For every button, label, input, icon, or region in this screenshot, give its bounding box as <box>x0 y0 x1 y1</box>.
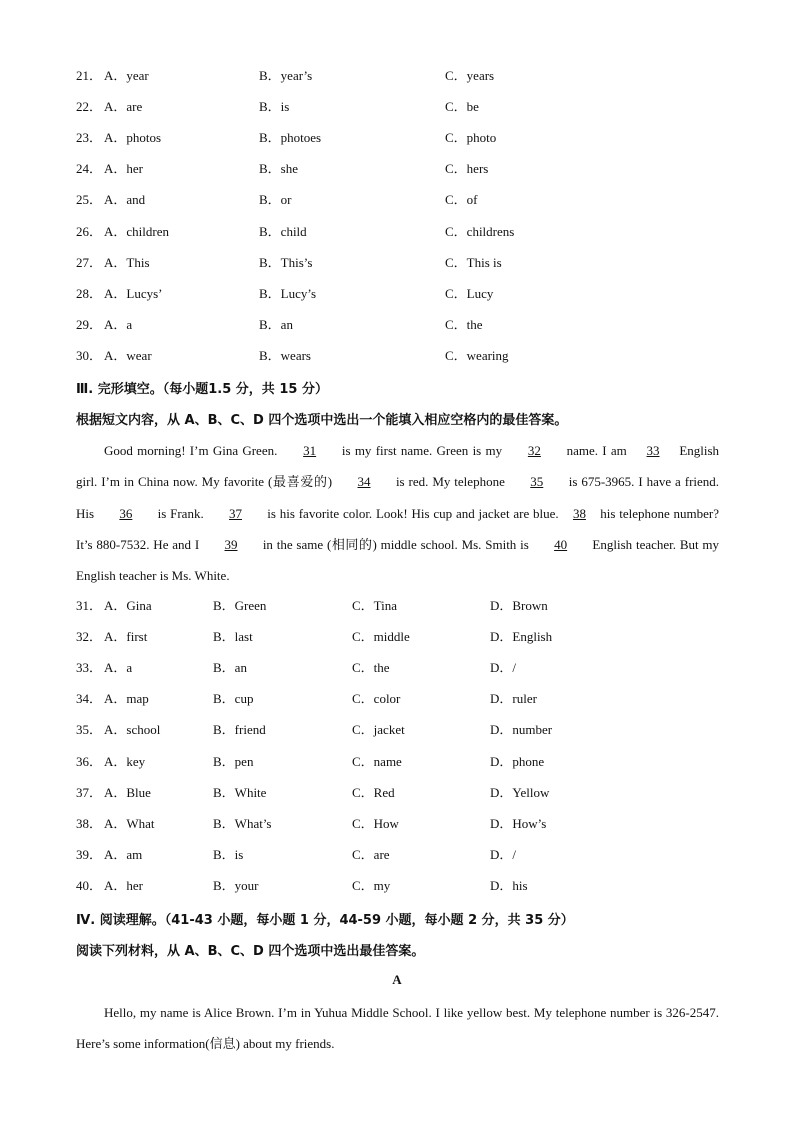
option-b[interactable]: B．Lucy’s <box>259 285 317 301</box>
option-b[interactable]: B．pen <box>213 753 254 769</box>
option-a[interactable]: A．wear <box>104 347 152 363</box>
passage-text: Good morning! I’m Gina Green. <box>104 443 278 458</box>
option-d[interactable]: D．English <box>490 629 553 645</box>
option-b[interactable]: B．This’s <box>259 254 313 270</box>
question-row <box>76 658 736 678</box>
option-c[interactable]: C．photo <box>445 130 497 146</box>
option-a[interactable]: A．year <box>104 68 149 83</box>
reading-passage-a <box>76 997 719 1060</box>
passage-text: name. I am <box>566 443 627 458</box>
option-a[interactable]: A．children <box>104 223 169 239</box>
blank-38: 38 <box>572 505 586 521</box>
option-b[interactable]: B．an <box>213 660 247 676</box>
blank-31: 31 <box>303 443 317 458</box>
question-number: 29． <box>76 316 103 332</box>
option-d[interactable]: D．his <box>490 877 528 893</box>
question-number: 32． <box>76 629 103 645</box>
question-number: 25． <box>76 192 103 208</box>
option-c[interactable]: C．childrens <box>445 223 515 239</box>
question-row <box>76 97 736 117</box>
question-row <box>76 627 736 647</box>
option-c[interactable]: C．the <box>352 660 390 676</box>
option-c[interactable]: C．Tina <box>352 598 398 613</box>
option-b[interactable]: B．an <box>259 316 293 332</box>
passage-text: English girl. I’m in China now. My favorite (最喜爱的) <box>76 443 720 490</box>
passage-label: A <box>392 972 402 987</box>
option-b[interactable]: B．your <box>213 877 259 893</box>
question-number: 31． <box>76 598 103 613</box>
option-a[interactable]: A．This <box>104 254 150 270</box>
question-row <box>76 346 736 366</box>
option-d[interactable]: D．phone <box>490 753 545 769</box>
option-a[interactable]: A．Blue <box>104 784 151 800</box>
question-number: 38． <box>76 815 103 831</box>
option-c[interactable]: C．wearing <box>445 347 509 363</box>
section-4-title: Ⅳ. 阅读理解。（41-43 小题，每小题 1 分，44-59 小题，每小题 2 分，共 35 分） <box>76 913 574 928</box>
option-c[interactable]: C．Lucy <box>445 285 494 301</box>
question-row <box>76 190 736 210</box>
option-a[interactable]: A．key <box>104 753 146 769</box>
question-row <box>76 222 736 242</box>
question-row <box>76 689 736 709</box>
option-c[interactable]: C．jacket <box>352 722 405 738</box>
blank-34: 34 <box>357 474 371 490</box>
question-number: 34． <box>76 691 103 707</box>
question-row <box>76 845 736 865</box>
section-4-instruction: 阅读下列材料，从 A、B、C、D 四个选项中选出最佳答案。 <box>76 944 425 959</box>
blank-33: 33 <box>646 443 660 458</box>
option-c[interactable]: C．middle <box>352 629 410 645</box>
option-a[interactable]: A．a <box>104 316 133 332</box>
question-number: 26． <box>76 223 103 239</box>
passage-text: is Frank. <box>157 505 204 521</box>
option-b[interactable]: B．What’s <box>213 815 272 831</box>
option-a[interactable]: A．her <box>104 877 143 893</box>
blank-37: 37 <box>229 505 242 521</box>
question-row <box>76 596 736 616</box>
option-a[interactable]: A．What <box>104 815 155 831</box>
question-number: 23． <box>76 130 103 146</box>
option-c[interactable]: C．years <box>445 68 495 83</box>
passage-text: English teacher. But my English teacher is Ms. White. <box>76 536 720 584</box>
blank-35: 35 <box>530 474 544 490</box>
question-number: 39． <box>76 846 103 862</box>
option-b[interactable]: B．last <box>213 629 253 645</box>
question-number: 28． <box>76 285 103 301</box>
passage-text: is my first name. Green is my <box>341 443 503 458</box>
blank-36: 36 <box>119 505 133 521</box>
question-row <box>76 783 736 803</box>
option-a[interactable]: A．photos <box>104 130 162 146</box>
blank-39: 39 <box>224 536 238 552</box>
question-row <box>76 128 736 148</box>
option-c[interactable]: C．be <box>445 99 479 115</box>
section-3-title: Ⅲ. 完形填空。（每小题1.5 分，共 15 分） <box>76 382 328 397</box>
question-number: 40． <box>76 877 103 893</box>
option-b[interactable]: B．Green <box>213 598 267 613</box>
question-row <box>76 159 736 179</box>
passage-text: Hello, my name is Alice Brown. I’m in Yuhua Middle School. I like yellow best. My telephone number is 326-2547. Here’s some information(信息) about my friends. <box>76 1005 719 1052</box>
passage-text: is red. My telephone <box>395 474 505 490</box>
cloze-passage <box>76 435 719 591</box>
option-c[interactable]: C．How <box>352 815 399 831</box>
option-c[interactable]: C．of <box>445 192 478 208</box>
section-3-instruction: 根据短文内容，从 A、B、C、D 四个选项中选出一个能填入相应空格内的最佳答案。 <box>76 413 568 428</box>
question-row <box>76 814 736 834</box>
option-d[interactable]: D．ruler <box>490 691 537 707</box>
option-c[interactable]: C．This is <box>445 254 502 270</box>
option-c[interactable]: C．hers <box>445 161 489 177</box>
option-c[interactable]: C．color <box>352 691 401 707</box>
question-row <box>76 720 736 740</box>
option-b[interactable]: B．year’s <box>259 68 313 83</box>
option-b[interactable]: B．is <box>259 99 290 115</box>
option-c[interactable]: C．Red <box>352 784 395 800</box>
option-d[interactable]: D．Yellow <box>490 784 550 800</box>
question-row <box>76 315 736 335</box>
option-a[interactable]: A．her <box>104 161 143 177</box>
option-b[interactable]: B．White <box>213 784 267 800</box>
option-d[interactable]: D．number <box>490 722 553 738</box>
option-a[interactable]: A．map <box>104 691 149 707</box>
question-row <box>76 66 736 86</box>
question-number: 36． <box>76 753 103 769</box>
option-b[interactable]: B．friend <box>213 722 266 738</box>
option-b[interactable]: B．is <box>213 846 244 862</box>
question-number: 21． <box>76 68 103 83</box>
question-row <box>76 876 736 896</box>
blank-32: 32 <box>527 443 541 458</box>
passage-text: in the same (相同的) middle school. Ms. Smith is <box>262 536 529 552</box>
question-number: 24． <box>76 161 103 177</box>
option-a[interactable]: A．a <box>104 660 133 676</box>
option-d[interactable]: D．Brown <box>490 598 548 613</box>
option-d[interactable]: D．How’s <box>490 815 547 831</box>
question-number: 35． <box>76 722 103 738</box>
question-number: 33． <box>76 660 103 676</box>
option-c[interactable]: C．the <box>445 316 483 332</box>
passage-text: his telephone number? It’s 880-7532. He and I <box>76 505 720 552</box>
option-b[interactable]: B．photoes <box>259 130 322 146</box>
question-number: 22． <box>76 99 103 115</box>
question-number: 27． <box>76 254 103 270</box>
option-d[interactable]: D．/ <box>490 846 517 862</box>
question-number: 30． <box>76 347 103 363</box>
option-c[interactable]: C．are <box>352 846 390 862</box>
blank-40: 40 <box>554 536 568 552</box>
option-c[interactable]: C．name <box>352 753 402 769</box>
option-b[interactable]: B．wears <box>259 347 311 363</box>
option-b[interactable]: B．or <box>259 192 292 208</box>
option-a[interactable]: A．school <box>104 722 161 738</box>
option-b[interactable]: B．she <box>259 161 299 177</box>
option-b[interactable]: B．cup <box>213 691 254 707</box>
option-d[interactable]: D．/ <box>490 660 517 676</box>
passage-text: is 675-3965. I have a friend. His <box>76 474 720 521</box>
option-c[interactable]: C．my <box>352 877 391 893</box>
option-a[interactable]: A．Gina <box>104 598 152 613</box>
question-row <box>76 752 736 772</box>
question-row <box>76 253 736 273</box>
option-a[interactable]: A．am <box>104 846 143 862</box>
question-number: 37． <box>76 784 103 800</box>
question-row <box>76 284 736 304</box>
option-b[interactable]: B．child <box>259 223 307 239</box>
option-a[interactable]: A．Lucys’ <box>104 285 163 301</box>
option-a[interactable]: A．first <box>104 629 148 645</box>
option-a[interactable]: A．and <box>104 192 146 208</box>
option-a[interactable]: A．are <box>104 99 143 115</box>
passage-text: is his favorite color. Look! His cup and jacket are blue. <box>267 505 559 521</box>
